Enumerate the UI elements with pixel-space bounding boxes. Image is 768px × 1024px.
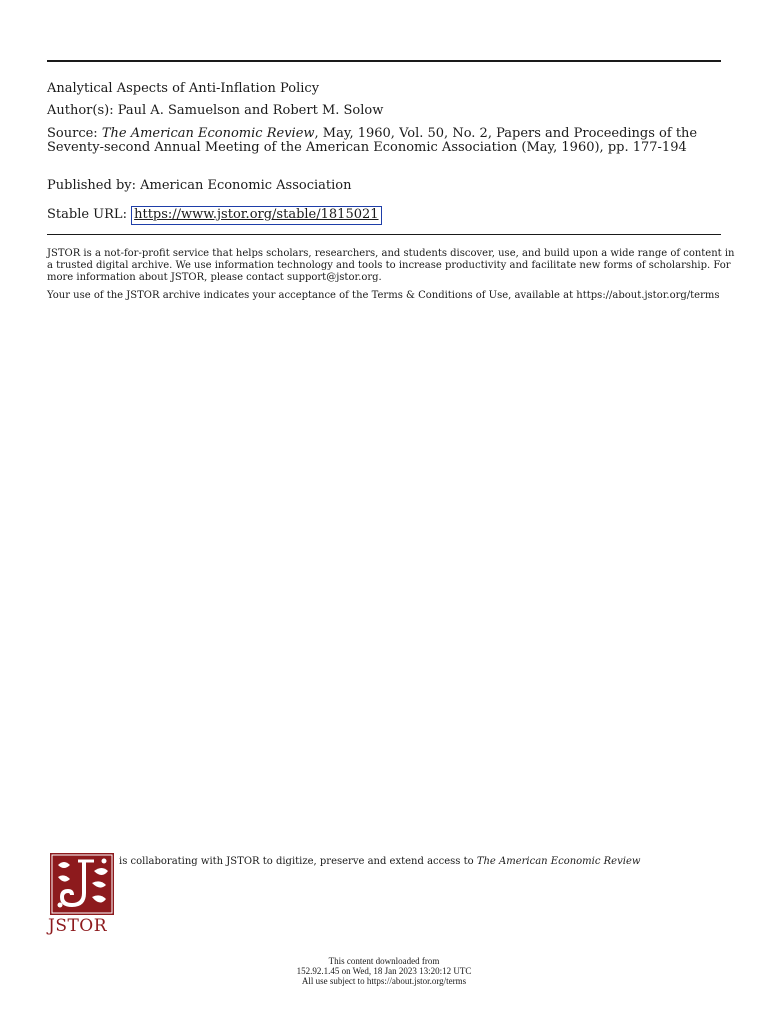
- download-footer: [0, 956, 768, 986]
- stable-url-label: Stable URL:: [47, 207, 127, 222]
- top-rule: [47, 60, 721, 62]
- source-line: [47, 127, 727, 155]
- footer-line-3: All use subject to https://about.jstor.org/terms: [301, 976, 467, 986]
- stable-url-line: [47, 206, 382, 225]
- publisher: American Economic Association: [140, 178, 352, 193]
- authors-label: Author(s):: [47, 103, 114, 118]
- article-title: Analytical Aspects of Anti-Inflation Policy: [47, 81, 320, 96]
- authors: Paul A. Samuelson and Robert M. Solow: [117, 103, 384, 118]
- collaboration-journal: The American Economic Review: [476, 856, 641, 867]
- source-details: , May, 1960, Vol. 50, No. 2, Papers and Proceedings of the Seventy-second Annual Meeting of the American Economic Association (May, 1960), pp. 177-194: [47, 126, 698, 155]
- source-label: Source:: [47, 126, 98, 141]
- footer-line-2: 152.92.1.45 on Wed, 18 Jan 2023 13:20:12 UTC: [296, 966, 472, 976]
- collaboration-text: is collaborating with JSTOR to digitize, preserve and extend access to: [119, 856, 477, 867]
- collaboration-statement: [119, 856, 739, 867]
- jstor-wordmark: JSTOR: [48, 916, 108, 936]
- jstor-about-notice: JSTOR is a not-for-profit service that helps scholars, researchers, and students discover, use, and build upon a wide range of content in a trusted digital archive. We use information technology and tools to increase productivity and facilitate new forms of scholarship. For more information about JSTOR, please contact support@jstor.org.: [47, 248, 735, 283]
- stable-url-link[interactable]: https://www.jstor.org/stable/1815021: [131, 206, 381, 225]
- jstor-seal-icon: [50, 853, 114, 915]
- authors-line: [47, 104, 383, 118]
- published-label: Published by:: [47, 178, 136, 193]
- mid-rule: [47, 234, 721, 235]
- terms-notice: Your use of the JSTOR archive indicates your acceptance of the Terms & Conditions of Use, available at https://about.jstor.org/terms: [47, 290, 720, 301]
- published-line: [47, 179, 351, 193]
- journal-name: The American Economic Review: [101, 126, 315, 141]
- footer-line-1: This content downloaded from: [328, 956, 440, 966]
